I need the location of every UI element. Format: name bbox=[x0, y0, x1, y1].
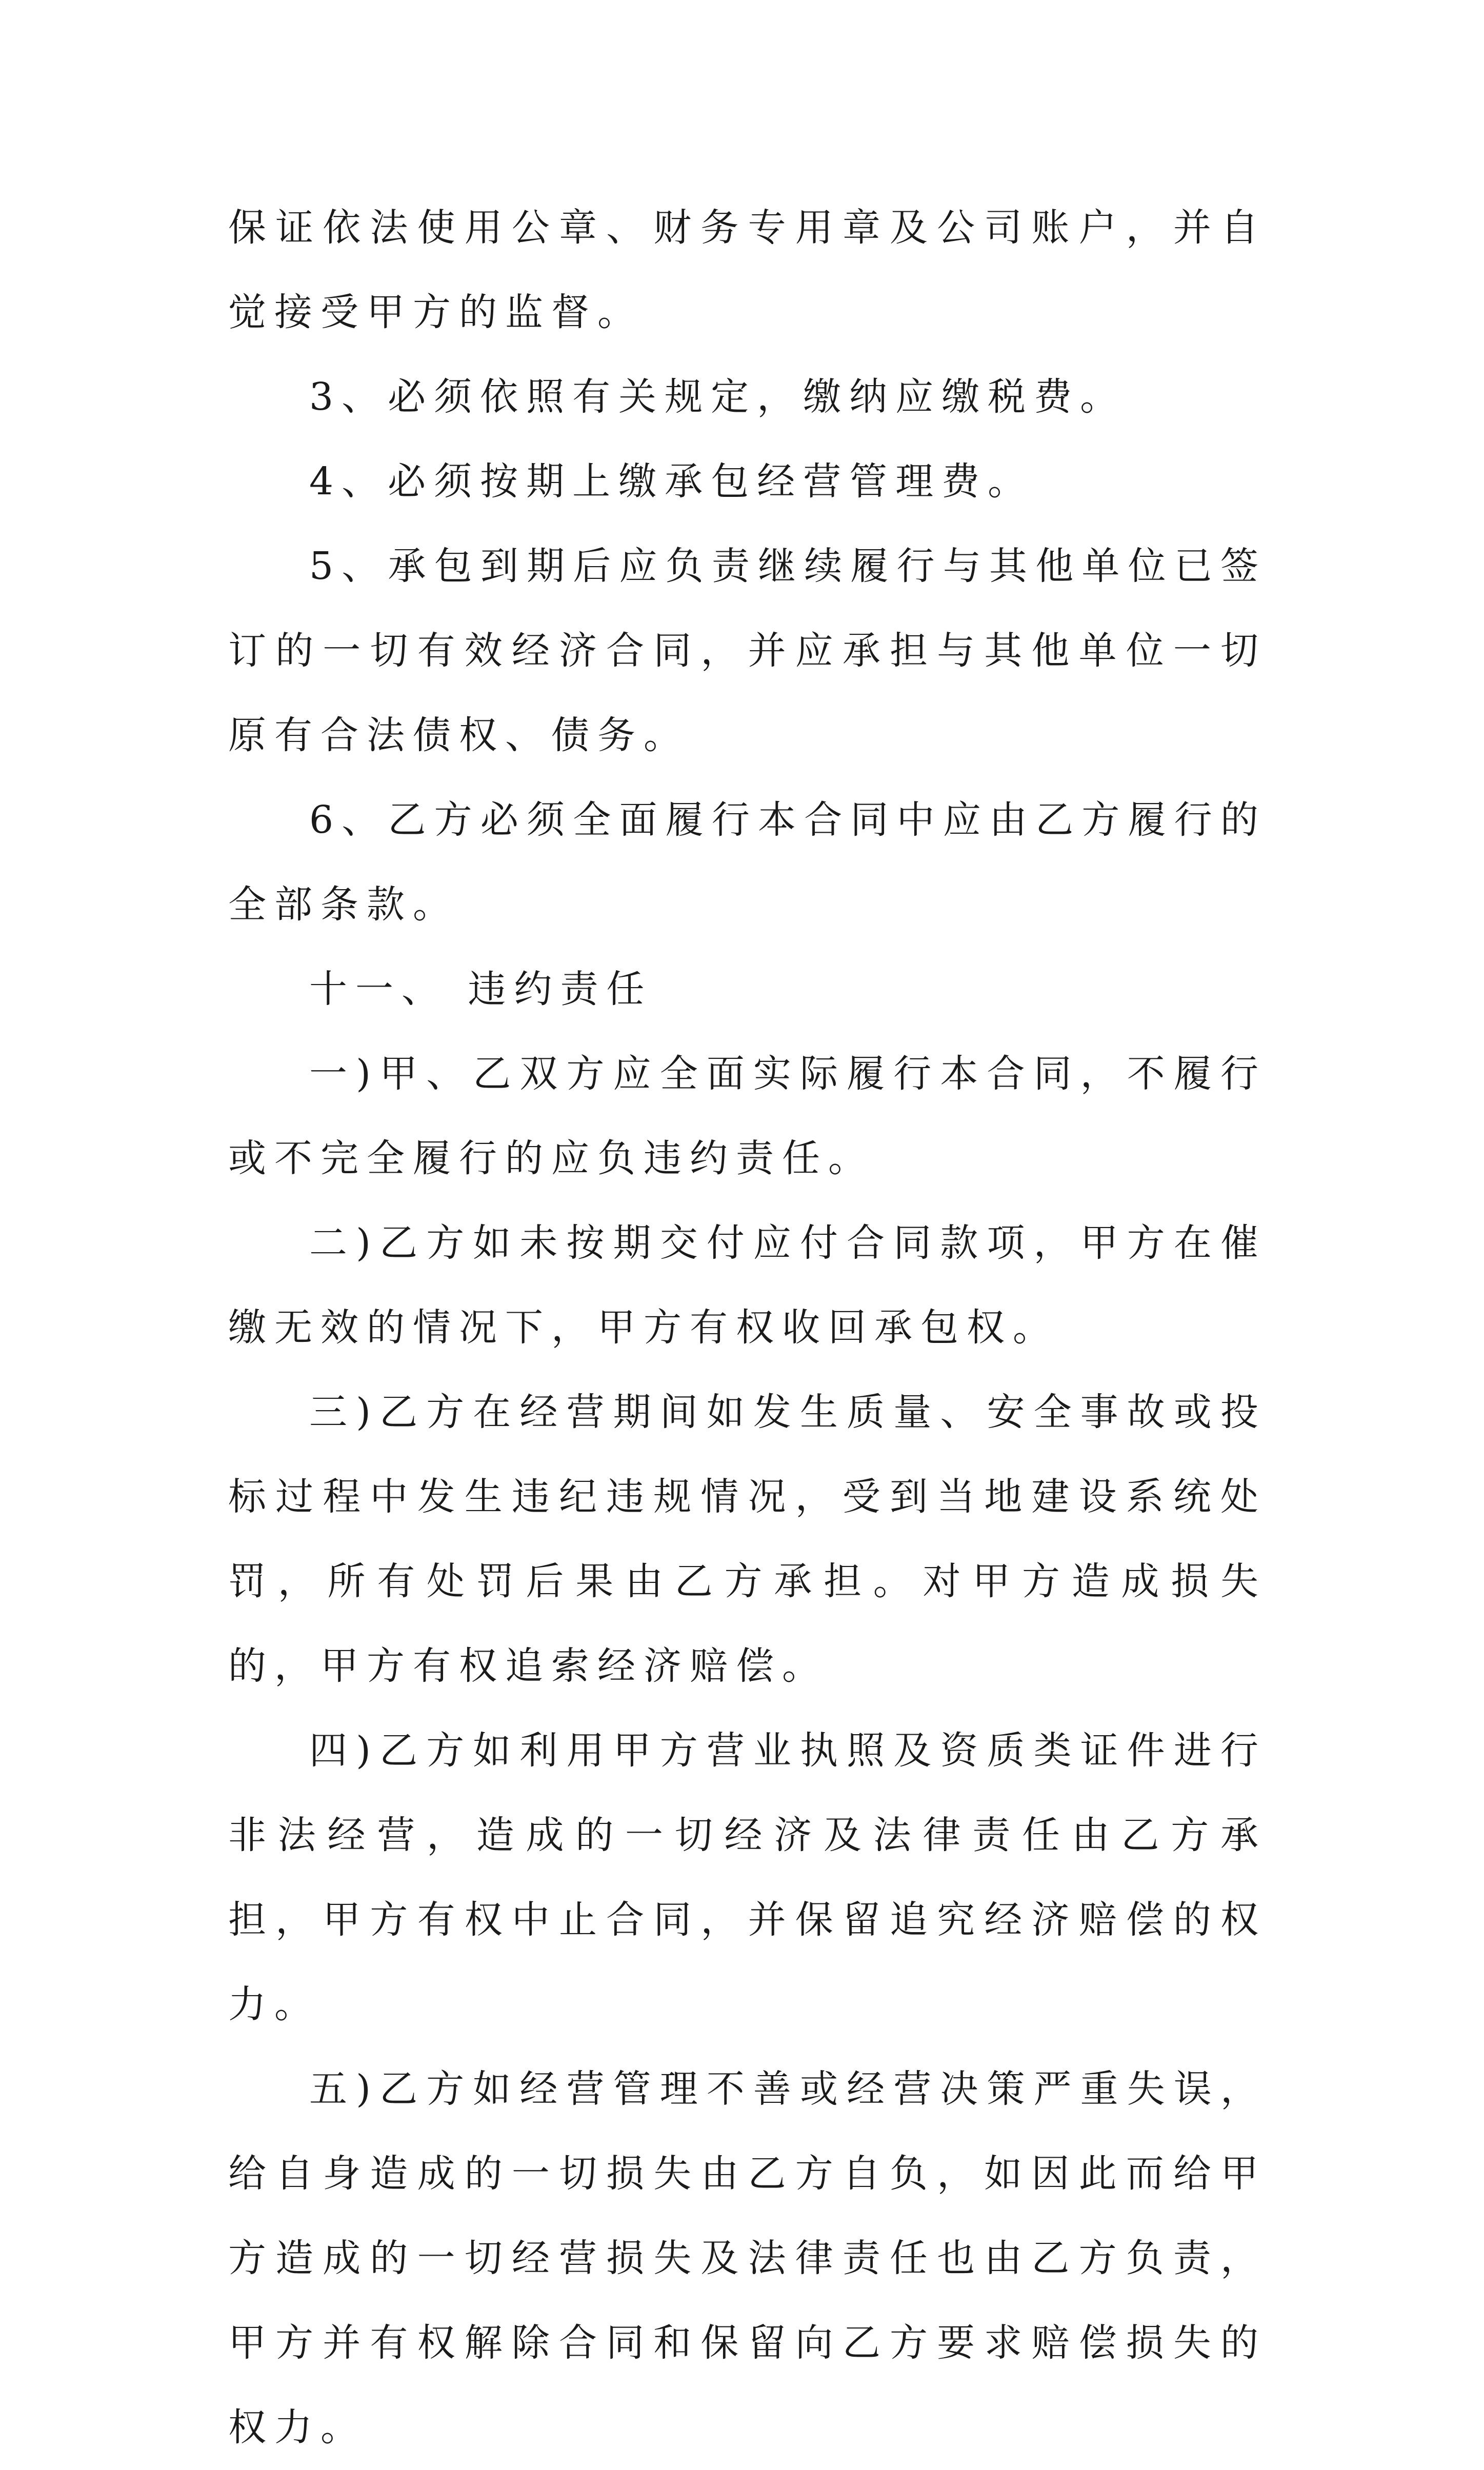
section-heading-breach-liability: 十一、 违约责任 bbox=[309, 967, 653, 1011]
paragraph-item-6: 6、乙方必须全面履行本合同中应由乙方履行的全部条款。 bbox=[228, 798, 1267, 927]
paragraph-item-4: 4、必须按期上缴承包经营管理费。 bbox=[309, 459, 1034, 504]
document-body bbox=[228, 186, 1267, 2470]
paragraph-seal-usage: 保证依法使用公章、财务专用章及公司账户，并自觉接受甲方的监督。 bbox=[228, 206, 1267, 334]
paragraph-clause-2: 二)乙方如未按期交付应付合同款项，甲方在催缴无效的情况下，甲方有权收回承包权。 bbox=[228, 1221, 1267, 1350]
paragraph-clause-5: 五)乙方如经营管理不善或经营决策严重失误，给自身造成的一切损失由乙方自负，如因此而给甲方造成的一切经营损失及法律责任也由乙方负责，甲方并有权解除合同和保留向乙方要求赔偿损失的权力。 bbox=[228, 2067, 1267, 2449]
paragraph-clause-4: 四)乙方如利用甲方营业执照及资质类证件进行非法经营，造成的一切经济及法律责任由乙方承担，甲方有权中止合同，并保留追究经济赔偿的权力。 bbox=[228, 1729, 1267, 2026]
paragraph-item-5: 5、承包到期后应负责继续履行与其他单位已签订的一切有效经济合同，并应承担与其他单位一切原有合法债权、债务。 bbox=[228, 544, 1267, 757]
paragraph-clause-3: 三)乙方在经营期间如发生质量、安全事故或投标过程中发生违纪违规情况，受到当地建设系统处罚，所有处罚后果由乙方承担。对甲方造成损失的，甲方有权追索经济赔偿。 bbox=[228, 1390, 1267, 1688]
paragraph-item-3: 3、必须依照有关规定，缴纳应缴税费。 bbox=[309, 375, 1127, 419]
paragraph-clause-1: 一)甲、乙双方应全面实际履行本合同，不履行或不完全履行的应负违约责任。 bbox=[228, 1052, 1267, 1180]
